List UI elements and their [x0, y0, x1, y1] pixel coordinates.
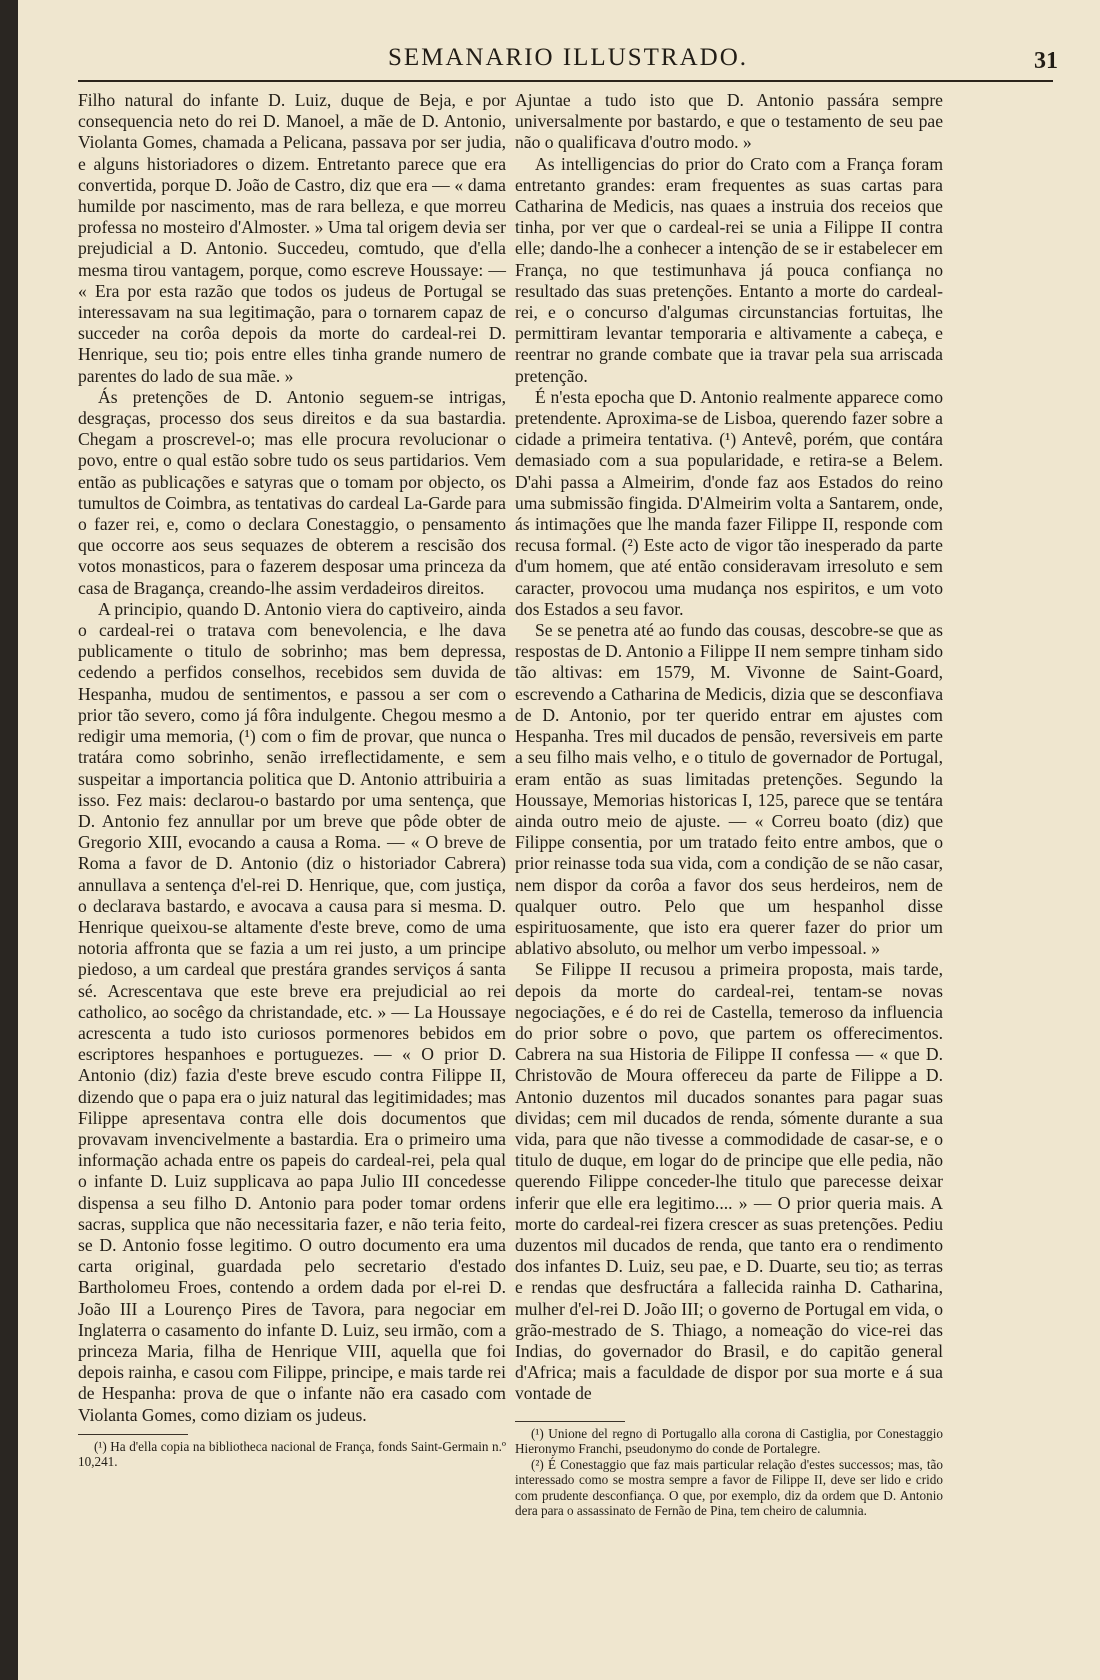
footnote: (²) É Conestaggio que faz mais particular relação d'estes successos; mas, tão interessado como se mostra sempre a favor de Filippe II, deve ser lido e crido com prudente desconfiança. O que, por exemplo, diz da ordem que D. Antonio dera para o assassinato de Fernão de Pina, tem cheiro de calumnia.	[515, 1456, 943, 1519]
footnote-rule	[78, 1434, 188, 1435]
paragraph: Se se penetra até ao fundo das cousas, descobre-se que as respostas de D. Antonio a Filippe II nem sempre tinham sido tão altivas: em 1579, M. Vivonne de Saint-Goard, escrevendo a Catharina de Medicis, dizia que se desconfiava de D. Antonio, por ter querido entrar em ajustes com Hespanha. Tres mil ducados de pensão, reversiveis em parte a seu filho mais velho, e o titulo de governador de Portugal, eram então as suas limitadas pretenções. Segundo la Houssaye, Memorias historicas I, 125, parece que se tentára ainda outro meio de ajuste. — « Correu boato (diz) que Filippe consentia, por um tratado feito entre ambos, que o prior reinasse toda sua vida, com a condição de se não casar, nem dispor da corôa a favor dos seus herdeiros, nem de qualquer outro. Pelo que um hespanhol disse espirituosamente, que isto era querer fazer do prior um ablativo absoluto, ou melhor um verbo impessoal. »	[515, 620, 943, 959]
running-title: SEMANARIO ILLUSTRADO.	[387, 44, 749, 71]
paragraph: Ajuntae a tudo isto que D. Antonio passára sempre universalmente por bastardo, e que o testamento de seu pae não o qualificava d'outro modo. »	[515, 90, 943, 153]
right-column	[515, 90, 943, 1519]
page-header	[78, 40, 1058, 80]
footnotes	[78, 1434, 506, 1470]
paragraph: Filho natural do infante D. Luiz, duque de Beja, e por consequencia neto do rei D. Manoel, a mãe de D. Antonio, Violanta Gomes, chamada a Pelicana, passava por ser judia, e alguns historiadores o dizem. Entretanto parece que era convertida, porque D. João de Castro, diz que era — « dama humilde por nascimento, mas de rara belleza, e que morreu professa no mosteiro d'Almoster. » Uma tal origem devia ser prejudicial a D. Antonio. Succedeu, comtudo, que d'ella mesma tirou vantagem, porque, como escreve Houssaye: — « Era por esta razão que todos os judeus de Portugal se interessavam na sua legitimação, para o tornarem capaz de succeder na corôa depois da morte do cardeal-rei D. Henrique, seu tio; pois entre elles tinha grande numero de parentes do lado de sua mãe. »	[78, 90, 506, 386]
paragraph: Ás pretenções de D. Antonio seguem-se intrigas, desgraças, processo dos seus direitos e da sua bastardia. Chegam a proscrevel-o; mas elle procura revolucionar o povo, entre o qual estão sobre tudo os seus partidarios. Vem então as publicações e satyras que o tomam por objecto, os tumultos de Coimbra, as tentativas do cardeal La-Garde para o fazer rei, e, como o declara Conestaggio, o pensamento que occorre aos seus sequazes de obterem a rescisão dos votos monasticos, para o fazerem desposar uma princeza da casa de Bragança, creando-lhe assim verdadeiros direitos.	[78, 386, 506, 598]
newspaper-page	[18, 0, 1100, 1680]
footnote-rule	[515, 1421, 625, 1422]
footnotes	[515, 1421, 943, 1519]
paragraph: As intelligencias do prior do Crato com a França foram entretanto grandes: eram frequentes as suas cartas para Catharina de Medicis, nas quaes a instruia dos receios que tinha, por ver que o cardeal-rei se unia a Filippe II contra elle; dando-lhe a conhecer a intenção de se ir estabelecer em França, no que testimunhava já pouca confiança no resultado das suas pretenções. Entanto a morte do cardeal-rei, e o concurso d'algumas circunstancias fortuitas, lhe permittiram levantar temporaria e altivamente a cabeça, e reentrar no grande combate que ia travar pela sua arriscada pretenção.	[515, 153, 943, 386]
footnote: (¹) Unione del regno di Portugallo alla corona di Castiglia, por Conestaggio Hieronymo Franchi, pseudonymo do conde de Portalegre.	[515, 1425, 943, 1457]
paragraph: É n'esta epocha que D. Antonio realmente apparece como pretendente. Aproxima-se de Lisboa, querendo fazer sobre a cidade a primeira tentativa. (¹) Antevê, porém, que contára demasiado com a sua popularidade, e retira-se a Belem. D'ahi passa a Almeirim, d'onde faz aos Estados do reino uma submissão fingida. D'Almeirim volta a Santarem, onde, ás intimações que lhe manda fazer Filippe II, responde com recusa formal. (²) Este acto de vigor tão inesperado da parte d'um homem, que até então consideravam irresoluto e sem caracter, provocou uma mudança nos espiritos, e um voto dos Estados a seu favor.	[515, 386, 943, 619]
header-rule	[78, 80, 1053, 82]
footnote: (¹) Ha d'ella copia na bibliotheca nacional de França, fonds Saint-Germain n.º 10,241.	[78, 1438, 506, 1470]
page-number: 31	[1034, 48, 1058, 74]
paragraph: A principio, quando D. Antonio viera do captiveiro, ainda o cardeal-rei o tratava com benevolencia, e lhe dava publicamente o titulo de sobrinho; mas bem depressa, cedendo a perfidos conselhos, recebidos sem duvida de Hespanha, mudou de sentimentos, e passou a ser com o prior tão severo, como já fôra indulgente. Chegou mesmo a redigir uma memoria, (¹) com o fim de provar, que nunca o tratára como sobrinho, senão irreflectidamente, e sem suspeitar a importancia politica que D. Antonio attribuiria a isso. Fez mais: declarou-o bastardo por uma sentença, que D. Antonio fez annullar por um breve que pôde obter de Gregorio XIII, evocando a causa a Roma. — « O breve de Roma a favor de D. Antonio (diz o historiador Cabrera) annullava a sentença d'el-rei D. Henrique, que, com justiça, o declarava bastardo, e avocava a causa para si mesma. D. Henrique queixou-se altamente d'este breve, como de uma notoria affronta que se fazia a um rei justo, a um principe piedoso, a um cardeal que prestára grandes serviços á santa sé. Acrescentava que este breve era prejudicial ao rei catholico, ao socêgo da christandade, etc. » — La Houssaye acrescenta a tudo isto curiosos pormenores bebidos em escriptores hespanhoes e portuguezes. — « O prior D. Antonio (diz) fazia d'este breve escudo contra Filippe II, dizendo que o papa era o juiz natural das legitimidades; mas Filippe apresentava contra elle dois documentos que provavam invencivelmente a bastardia. Era o primeiro uma informação achada entre os papeis do cardeal-rei, pela qual o infante D. Luiz supplicava ao papa Julio III concedesse dispensa a seu filho D. Antonio para poder tomar ordens sacras, supplica que não necessitaria fazer, e não teria feito, se D. Antonio fosse legitimo. O outro documento era uma carta original, guardada pelo secretario d'estado Bartholomeu Froes, contendo a ordem dada por el-rei D. João III a Lourenço Pires de Tavora, para negociar em Inglaterra o casamento do infante D. Luiz, seu irmão, com a princeza Maria, filha de Henrique VIII, aquella que foi depois rainha, e casou com Filippe, principe, e mais tarde rei de Hespanha: prova de que o infante não era casado com Violanta Gomes, como diziam os judeus.	[78, 598, 506, 1425]
left-column	[78, 90, 506, 1470]
paragraph: Se Filippe II recusou a primeira proposta, mais tarde, depois da morte do cardeal-rei, tentam-se novas negociações, e é do rei de Castella, temeroso da influencia do prior sobre o povo, que partem os offerecimentos. Cabrera na sua Historia de Filippe II confessa — « que D. Christovão de Moura offereceu da parte de Filippe a D. Antonio duzentos mil ducados sonantes para pagar suas dividas; cem mil ducados de renda, sómente durante a sua vida, para que não tivesse a commodidade de casar-se, e o titulo de duque, em logar do de principe que elle pedia, não querendo Filippe conceder-lhe titulo que parecesse deixar inferir que elle era legitimo.... » — O prior queria mais. A morte do cardeal-rei fizera crescer as suas pretenções. Pediu duzentos mil ducados de renda, que tanto era o rendimento dos infantes D. Luiz, seu pae, e D. Duarte, seu tio; as terras e rendas que desfructára a fallecida rainha D. Catharina, mulher d'el-rei D. João III; o governo de Portugal em vida, o grão-mestrado de S. Thiago, a nomeação do vice-rei das Indias, do governador do Brasil, e do capitão general d'Africa; mais a faculdade de dispor por sua morte e á sua vontade de	[515, 959, 943, 1404]
